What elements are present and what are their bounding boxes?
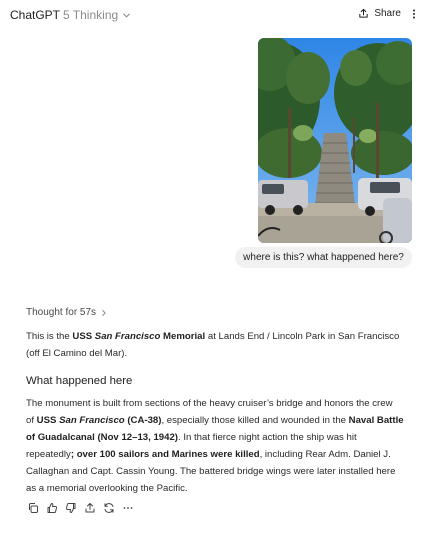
user-message-text: where is this? what happened here? <box>243 252 404 263</box>
answer-heading: What happened here <box>26 375 133 387</box>
answer-text: , including Rear Adm. Daniel J. <box>259 449 391 460</box>
model-selector[interactable] <box>10 8 131 22</box>
thumbs-up-button[interactable] <box>45 501 58 514</box>
answer-paragraph-2 <box>26 395 410 497</box>
thumbs-up-icon <box>46 502 58 514</box>
chevron-right-icon <box>100 309 108 317</box>
answer-bold-italic: San Francisco <box>94 331 161 342</box>
answer-text: as a memorial overlooking the Pacific. <box>26 483 188 494</box>
answer-bold-text: USS <box>72 331 95 342</box>
answer-bold: ; <box>70 449 77 460</box>
answer-bold-text: USS <box>36 415 60 426</box>
answer-text: of <box>26 415 37 426</box>
thought-label: Thought for 57s <box>26 307 97 318</box>
answer-bold <box>37 415 162 426</box>
answer-text: repeatedly <box>26 449 71 460</box>
share-icon <box>358 8 369 19</box>
answer-bold <box>72 331 205 342</box>
uploaded-photo[interactable] <box>258 38 412 243</box>
thumbs-down-icon <box>65 502 77 514</box>
more-options-button[interactable] <box>407 7 421 21</box>
answer-bold-text: (CA-38) <box>124 415 162 426</box>
regenerate-button[interactable] <box>102 501 115 514</box>
answer-text: , especially those killed and wounded in the <box>161 415 349 426</box>
answer-text: . In that fierce night action the ship was hit <box>177 432 357 443</box>
more-actions-button[interactable] <box>121 501 134 514</box>
share-button[interactable] <box>358 8 401 19</box>
regenerate-icon <box>103 502 115 514</box>
answer-text: This is the <box>26 331 73 342</box>
answer-bold: Naval Battle <box>348 415 404 426</box>
assistant-answer <box>26 328 410 497</box>
answer-text: Callaghan and Capt. Cassin Young. The battered bridge wings were later installed here <box>26 466 396 477</box>
answer-bold-text: Memorial <box>160 331 206 342</box>
model-name: 5 Thinking <box>63 8 119 22</box>
thought-toggle[interactable] <box>26 307 108 318</box>
message-actions <box>26 501 134 514</box>
chevron-down-icon <box>122 11 131 20</box>
more-icon <box>408 8 420 20</box>
more-icon <box>122 502 134 514</box>
answer-text: The monument is built from sections of the heavy cruiser’s bridge and honors the crew <box>26 398 393 409</box>
top-bar <box>0 0 433 30</box>
answer-paragraph-1 <box>26 328 410 362</box>
answer-bold: of Guadalcanal <box>26 432 95 443</box>
share-label: Share <box>374 8 401 19</box>
answer-bold: over 100 sailors and Marines were killed <box>76 449 260 460</box>
share-message-button[interactable] <box>83 501 96 514</box>
user-message-bubble <box>235 247 412 268</box>
answer-bold: (Nov 12–13, 1942) <box>97 432 178 443</box>
copy-icon <box>27 502 39 514</box>
answer-bold-italic: San Francisco <box>59 415 125 426</box>
photo-memorial-stairs <box>258 38 412 243</box>
answer-text: (off El Camino del Mar). <box>26 348 128 359</box>
answer-text: at Lands End / Lincoln Park in San Francisco <box>205 331 400 342</box>
share-icon <box>84 502 96 514</box>
copy-button[interactable] <box>26 501 39 514</box>
app-name: ChatGPT <box>10 8 61 22</box>
thumbs-down-button[interactable] <box>64 501 77 514</box>
